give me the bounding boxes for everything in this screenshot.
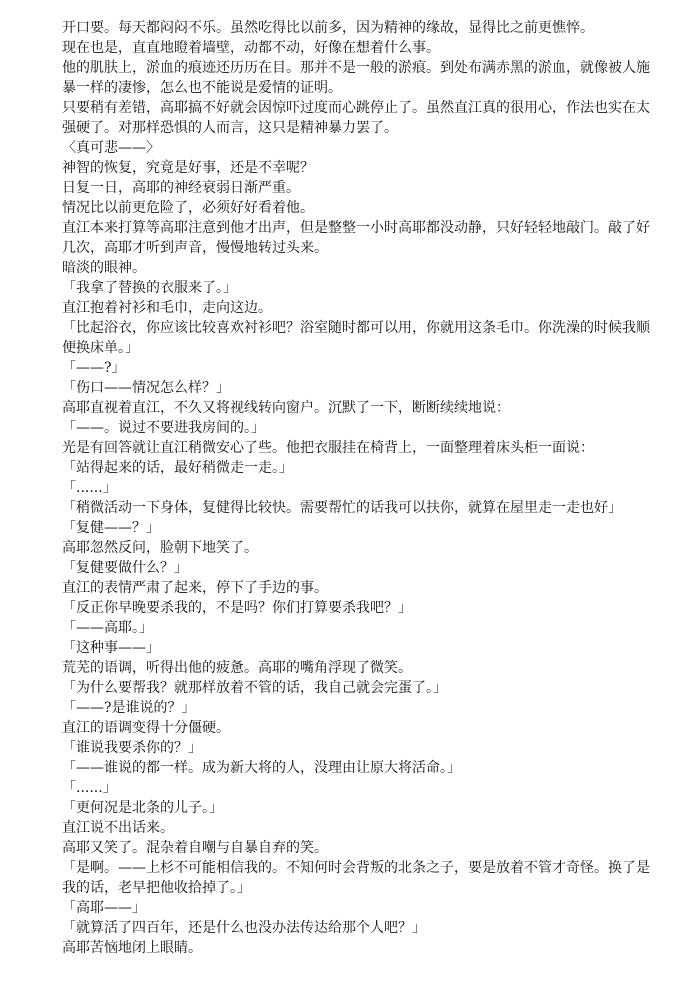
paragraph: 情况比以前更危险了，必须好好看着他。 (62, 200, 314, 216)
dialogue-line: 「这种事——」 (62, 640, 160, 656)
paragraph: 直江的语调变得十分僵硬。 (62, 720, 230, 736)
dialogue-line: 「......」 (62, 480, 117, 496)
paragraph: 直江本来打算等高耶注意到他才出声，但是整整一小时高耶都没动静，只好轻轻地敲门。敲了好几次，高耶才听到声音，慢慢地转过头来。 (62, 220, 650, 256)
dialogue-line: 「为什么要帮我？就那样放着不管的话，我自己就会完蛋了。」 (62, 680, 447, 696)
paragraph: 高耶苦恼地闭上眼睛。 (62, 940, 202, 956)
dialogue-line: 「高耶——」 (62, 900, 146, 916)
dialogue-line: 「——。说过不要进我房间的。」 (62, 420, 265, 436)
paragraph: 光是有回答就让直江稍微安心了些。他把衣服挂在椅背上，一面整理着床头柜一面说： (62, 440, 594, 456)
paragraph: 开口要。每天都闷闷不乐。虽然吃得比以前多，因为精神的缘故，显得比之前更憔悴。 (62, 20, 594, 36)
paragraph: 〈真可悲——〉 (62, 140, 160, 156)
dialogue-line: 「比起浴衣，你应该比较喜欢衬衫吧？浴室随时都可以用，你就用这条毛巾。你洗澡的时候我顺便换床单。」 (62, 320, 650, 356)
paragraph: 高耶直视着直江，不久又将视线转向窗户。沉默了一下，断断续续地说： (62, 400, 510, 416)
paragraph: 他的肌肤上，淤血的痕迹还历历在目。那并不是一般的淤痕。到处布满赤黑的淤血，就像被人施暴一样的凄惨，怎么也不能说是爱情的证明。 (62, 60, 650, 96)
dialogue-line: 「——高耶。」 (62, 620, 153, 636)
dialogue-line: 「就算活了四百年，还是什么也没办法传达给那个人吧？」 (62, 920, 426, 936)
dialogue-line: 「复健要做什么？」 (62, 560, 188, 576)
dialogue-line: 「复健——？」 (62, 520, 160, 536)
dialogue-line: 「我拿了替换的衣服来了。」 (62, 280, 237, 296)
dialogue-line: 「稍微活动一下身体，复健得比较快。需要帮忙的话我可以扶你，就算在屋里走一走也好」 (62, 500, 622, 516)
paragraph: 现在也是，直直地瞪着墙壁，动都不动，好像在想着什么事。 (62, 40, 440, 56)
dialogue-line: 「更何况是北条的儿子。」 (62, 800, 223, 816)
dialogue-line: 「站得起来的话，最好稍微走一走。」 (62, 460, 293, 476)
paragraph: 暗淡的眼神。 (62, 260, 146, 276)
dialogue-line: 「——?是谁说的？」 (62, 700, 196, 716)
document-page (62, 18, 662, 958)
paragraph: 直江的表情严肃了起来，停下了手边的事。 (62, 580, 328, 596)
dialogue-line: 「——?」 (62, 360, 126, 376)
dialogue-line: 「......」 (62, 780, 117, 796)
paragraph: 日复一日，高耶的神经衰弱日渐严重。 (62, 180, 300, 196)
dialogue-line: 「反正你早晚要杀我的，不是吗？你们打算要杀我吧？」 (62, 600, 412, 616)
paragraph: 高耶忽然反问，脸朝下地笑了。 (62, 540, 258, 556)
paragraph: 荒芜的语调，听得出他的疲惫。高耶的嘴角浮现了微笑。 (62, 660, 412, 676)
paragraph: 直江抱着衬衫和毛巾，走向这边。 (62, 300, 272, 316)
dialogue-line: 「谁说我要杀你的？」 (62, 740, 202, 756)
paragraph: 神智的恢复，究竟是好事，还是不幸呢？ (62, 160, 314, 176)
dialogue-line: 「伤口——情况怎么样？」 (62, 380, 230, 396)
dialogue-line: 「——谁说的都一样。成为新大将的人，没理由让原大将活命。」 (62, 760, 461, 776)
paragraph: 只要稍有差错，高耶搞不好就会因惊吓过度而心跳停止了。虽然直江真的很用心，作法也实在太强硬了。对那样恐惧的人而言，这只是精神暴力罢了。 (62, 100, 650, 136)
paragraph: 高耶又笑了。混杂着自嘲与自暴自弃的笑。 (62, 840, 328, 856)
paragraph: 直江说不出话来。 (62, 820, 174, 836)
dialogue-line: 「是啊。——上杉不可能相信我的。不知何时会背叛的北条之子，要是放着不管才奇怪。换了是我的话，老早把他收拾掉了。」 (62, 860, 650, 896)
